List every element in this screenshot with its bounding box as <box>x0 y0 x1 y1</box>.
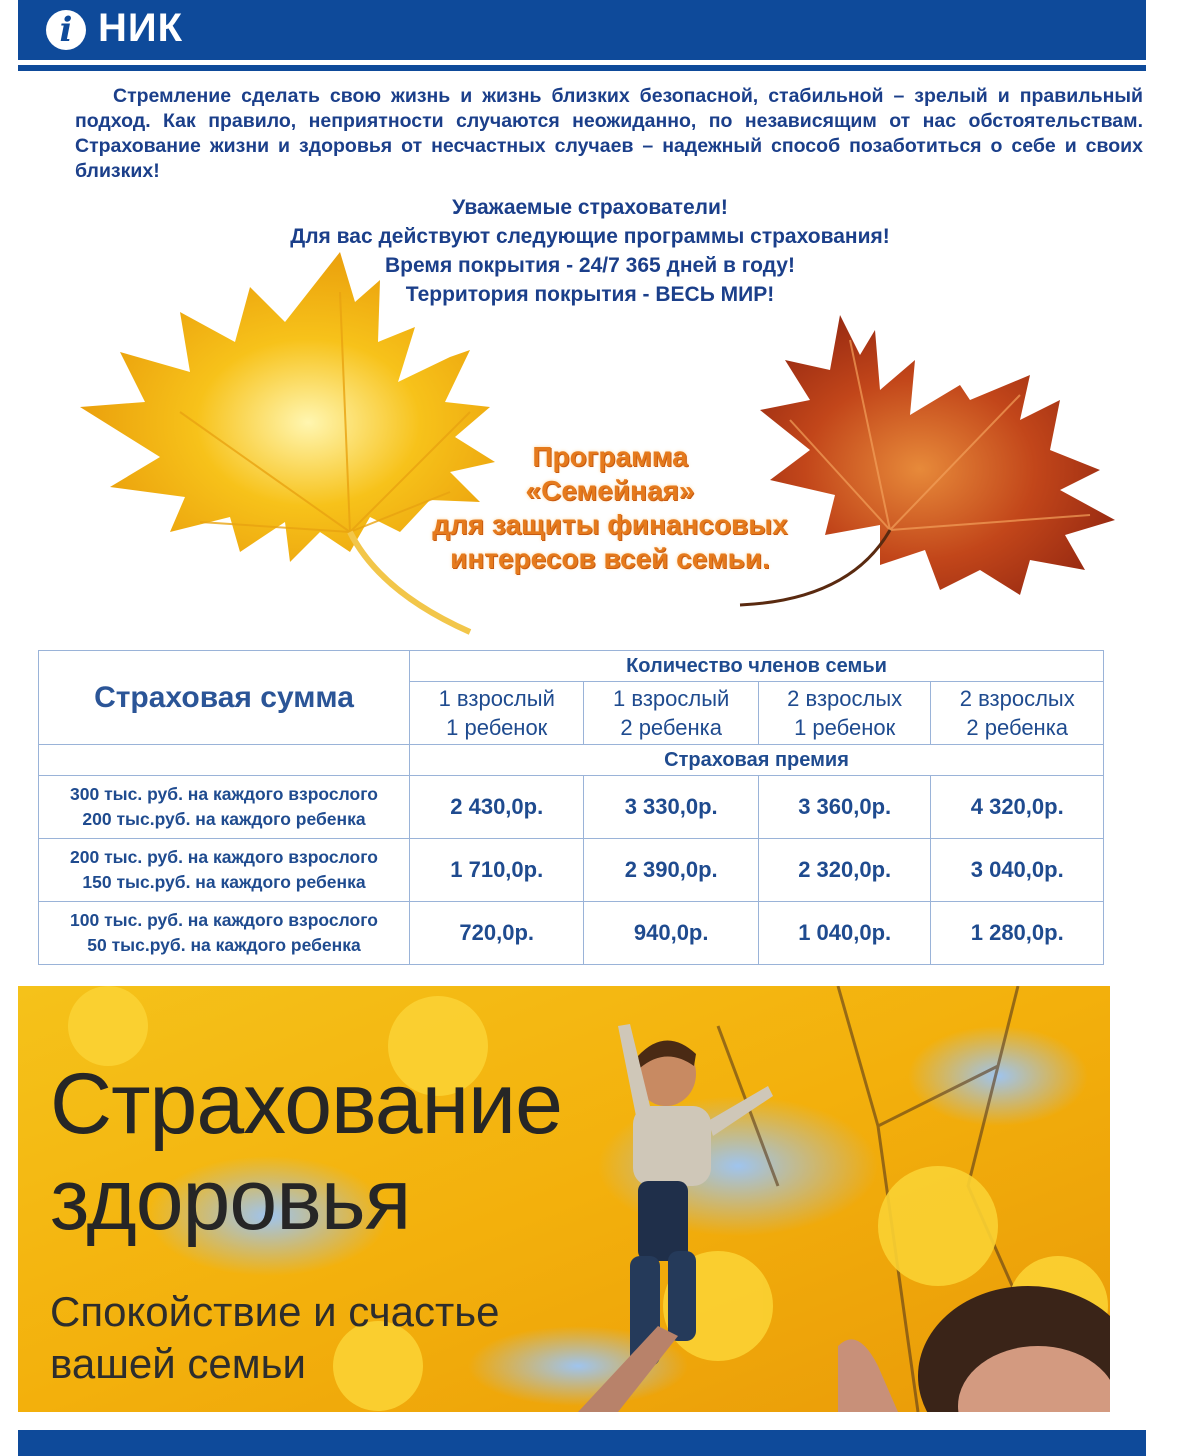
column-line: 2 ребенка <box>620 715 722 740</box>
premium-value: 1 280,0р. <box>931 902 1104 965</box>
banner-title-line: здоровья <box>50 1152 411 1248</box>
banner-subtitle-line: Спокойствие и счастье <box>50 1288 500 1335</box>
premium-value: 720,0р. <box>410 902 584 965</box>
row-label <box>39 839 410 902</box>
row-label-line: 200 тыс. руб. на каждого взрослого <box>70 847 378 867</box>
family-column-header <box>931 682 1104 745</box>
banner-subtitle-line: вашей семьи <box>50 1340 306 1387</box>
premium-value: 1 710,0р. <box>410 839 584 902</box>
footer-bar <box>18 1430 1146 1456</box>
brand-name: НИК <box>98 6 184 50</box>
family-column-header <box>758 682 931 745</box>
table-row <box>39 776 1104 839</box>
empty-cell <box>39 745 410 776</box>
premium-value: 3 330,0р. <box>584 776 758 839</box>
column-line: 1 взрослый <box>613 686 730 711</box>
column-line: 1 ребенок <box>446 715 548 740</box>
family-header: Количество членов семьи <box>410 651 1104 682</box>
health-insurance-banner <box>18 986 1110 1412</box>
row-label <box>39 776 410 839</box>
yellow-maple-leaf-icon <box>50 232 540 642</box>
premium-value: 3 360,0р. <box>758 776 931 839</box>
row-label-line: 200 тыс.руб. на каждого ребенка <box>82 809 366 829</box>
greeting-line: Время покрытия - 24/7 365 дней в году! <box>385 254 795 277</box>
column-line: 1 ребенок <box>794 715 896 740</box>
column-line: 2 взрослых <box>787 686 903 711</box>
row-label-line: 50 тыс.руб. на каждого ребенка <box>87 935 361 955</box>
row-label <box>39 902 410 965</box>
row-label-line: 100 тыс. руб. на каждого взрослого <box>70 910 378 930</box>
program-line: интересов всей семьи. <box>450 543 770 574</box>
premium-value: 1 040,0р. <box>758 902 931 965</box>
info-icon: i <box>59 10 73 50</box>
sum-header: Страховая сумма <box>39 651 410 745</box>
premium-table <box>38 650 1104 966</box>
premium-value: 940,0р. <box>584 902 758 965</box>
program-line: для защиты финансовых <box>432 509 788 540</box>
header-bar <box>18 0 1146 65</box>
table-row <box>39 839 1104 902</box>
banner-title-line: Страхование <box>50 1056 562 1152</box>
column-line: 2 взрослых <box>959 686 1075 711</box>
greeting-line: Территория покрытия - ВЕСЬ МИР! <box>405 283 775 306</box>
premium-value: 4 320,0р. <box>931 776 1104 839</box>
program-line: «Семейная» <box>525 475 695 506</box>
banner-subtitle <box>50 1286 650 1390</box>
premium-value: 2 390,0р. <box>584 839 758 902</box>
row-label-line: 150 тыс.руб. на каждого ребенка <box>82 872 366 892</box>
program-title <box>360 440 860 576</box>
brand-logo <box>46 10 86 50</box>
premium-value: 2 430,0р. <box>410 776 584 839</box>
greeting-line: Для вас действуют следующие программы страхования! <box>290 225 890 248</box>
table-row <box>39 902 1104 965</box>
banner-title <box>50 1056 562 1248</box>
premium-value: 3 040,0р. <box>931 839 1104 902</box>
column-line: 1 взрослый <box>438 686 555 711</box>
greeting-line: Уважаемые страхователи! <box>452 196 728 219</box>
row-label-line: 300 тыс. руб. на каждого взрослого <box>70 784 378 804</box>
program-line: Программа <box>532 441 688 472</box>
family-column-header <box>584 682 758 745</box>
family-column-header <box>410 682 584 745</box>
premium-header: Страховая премия <box>410 745 1104 776</box>
column-line: 2 ребенка <box>966 715 1069 740</box>
intro-paragraph: Стремление сделать свою жизнь и жизнь близких безопасной, стабильной – зрелый и правильный подход. Как правило, неприятности случаются неожиданно, по независящим от нас обстоятельствам. Страхование жизни и здоровья от несчастных случаев – надежный способ позаботиться о себе и своих близких! <box>75 85 1143 182</box>
premium-value: 2 320,0р. <box>758 839 931 902</box>
